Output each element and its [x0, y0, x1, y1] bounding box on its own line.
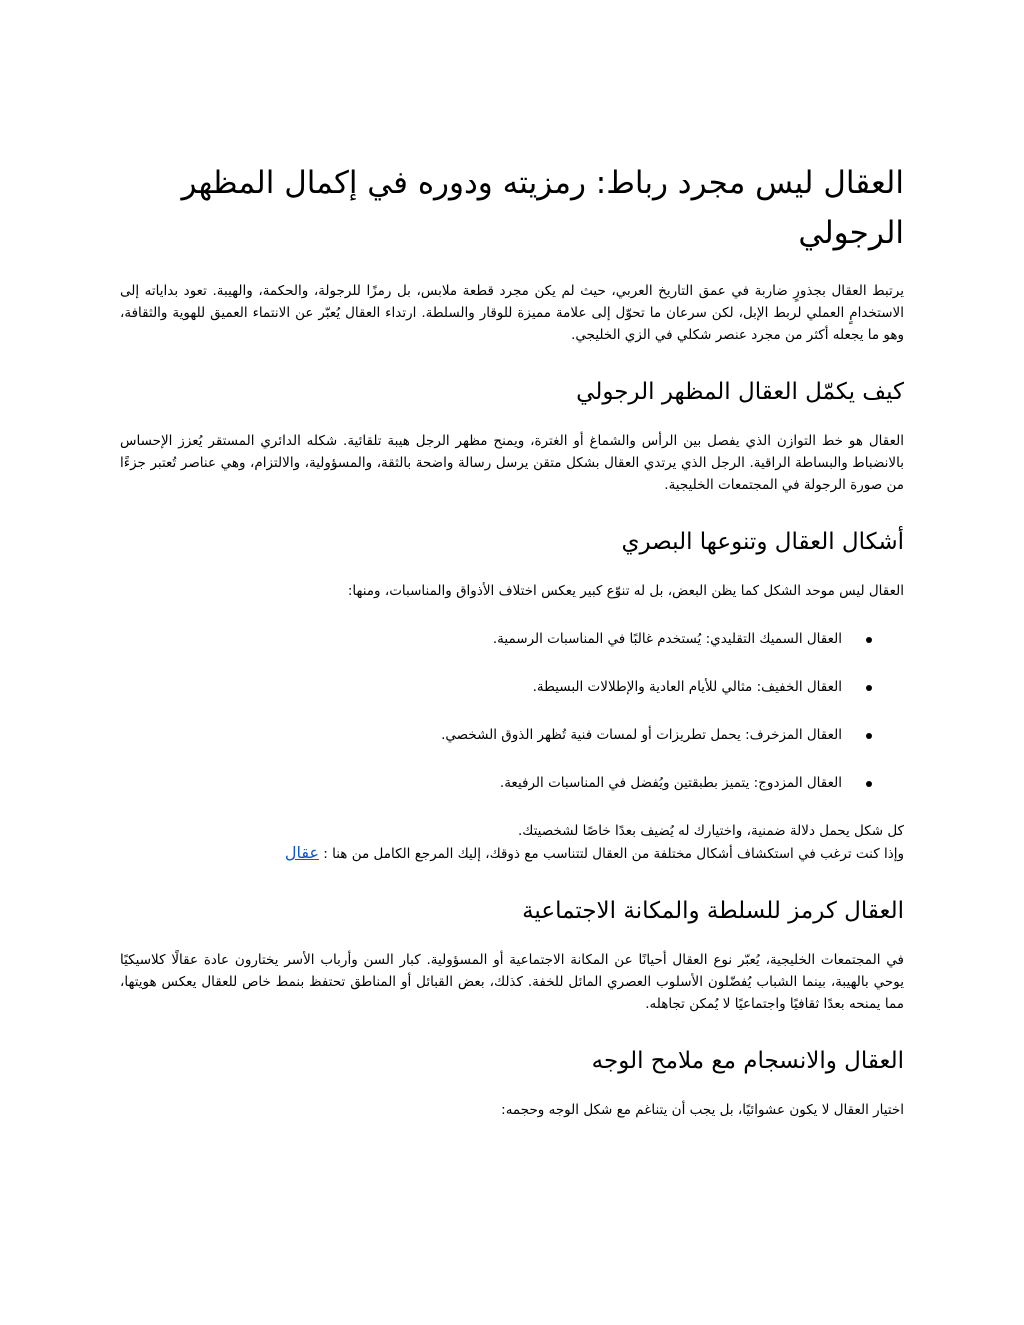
reference-link[interactable]: عقال — [284, 843, 319, 862]
section-body-complement: العقال هو خط التوازن الذي يفصل بين الرأس والشماغ أو الغترة، ويمنح مظهر الرجل هيبة تلقائية. شكله الدائري المستقر يُعزز الإحساس بالانضباط والبساطة الراقية. الرجل الذي يرتدي العقال بشكل متقن يرسل رسالة واضحة بالثقة، والمسؤولية، والالتزام، وهي عناصر تُعتبر جزءًا من صورة الرجولة في المجتمعات الخليجية. — [120, 433, 904, 493]
bullet-icon — [866, 637, 872, 643]
list-item — [120, 676, 904, 698]
list-item — [120, 772, 904, 794]
article-content — [120, 158, 904, 1151]
list-item-text: العقال المزدوج: يتميز بطبقتين ويُفضل في المناسبات الرفيعة. — [499, 775, 842, 791]
note-line: كل شكل يحمل دلالة ضمنية، واختيارك له يُضيف بعدًا خاصًا لشخصيتك. — [517, 823, 904, 839]
list-item — [120, 724, 904, 746]
section-body-face: اختيار العقال لا يكون عشوائيًا، بل يجب أن يتناغم مع شكل الوجه وحجمه: — [501, 1102, 904, 1118]
section-heading-complement: كيف يكمّل العقال المظهر الرجولي — [576, 379, 904, 405]
article-title: العقال ليس مجرد رباط: رمزيته ودوره في إكمال المظهر الرجولي — [181, 165, 904, 251]
list-item — [120, 628, 904, 650]
section-heading-shapes: أشكال العقال وتنوعها البصري — [621, 529, 904, 555]
list-item-text: العقال المزخرف: يحمل تطريزات أو لمسات فنية تُظهر الذوق الشخصي. — [441, 727, 842, 743]
bullet-icon — [866, 685, 872, 691]
section-heading-status: العقال كرمز للسلطة والمكانة الاجتماعية — [522, 898, 904, 924]
reference-line — [120, 842, 904, 865]
shapes-list — [120, 628, 904, 794]
section-body-status: في المجتمعات الخليجية، يُعبّر نوع العقال أحيانًا عن المكانة الاجتماعية أو المسؤولية. كبار السن وأرباب الأسر يختارون عادة عقالًا كلاسيكيًا يوحي بالهيبة، بينما الشباب يُفضّلون الأسلوب العصري المائل للخفة. كذلك، بعض القبائل أو المناطق تحتفظ بنمط خاص للعقال يعكس هويتها، مما يمنحه بعدًا ثقافيًا واجتماعيًا لا يُمكن تجاهله. — [120, 952, 904, 1012]
intro-paragraph: يرتبط العقال بجذورٍ ضاربة في عمق التاريخ العربي، حيث لم يكن مجرد قطعة ملابس، بل رمزًا للرجولة، والحكمة، والهيبة. تعود بداياته إلى الاستخدامٍ العملي لربط الإبل، لكن سرعان ما تحوّل إلى علامة مميزة للوقار والسلطة. ارتداء العقال يُعبّر عن الانتماء العميق للهوية والثقافة، وهو ما يجعله أكثر من مجرد عنصر شكلي في الزي الخليجي. — [120, 283, 904, 343]
bullet-icon — [866, 781, 872, 787]
shapes-notes — [120, 820, 904, 865]
section-body-shapes: العقال ليس موحد الشكل كما يظن البعض، بل له تنوّع كبير يعكس اختلاف الأذواق والمناسبات، ومنها: — [347, 583, 904, 599]
reference-text: وإذا كنت ترغب في استكشاف أشكال مختلفة من العقال لتتناسب مع ذوقك، إليك المرجع الكامل من هنا : — [323, 846, 904, 862]
list-item-text: العقال الخفيف: مثالي للأيام العادية والإطلالات البسيطة. — [532, 679, 842, 695]
section-heading-face: العقال والانسجام مع ملامح الوجه — [591, 1048, 904, 1074]
bullet-icon — [866, 733, 872, 739]
list-item-text: العقال السميك التقليدي: يُستخدم غالبًا في المناسبات الرسمية. — [492, 631, 842, 647]
